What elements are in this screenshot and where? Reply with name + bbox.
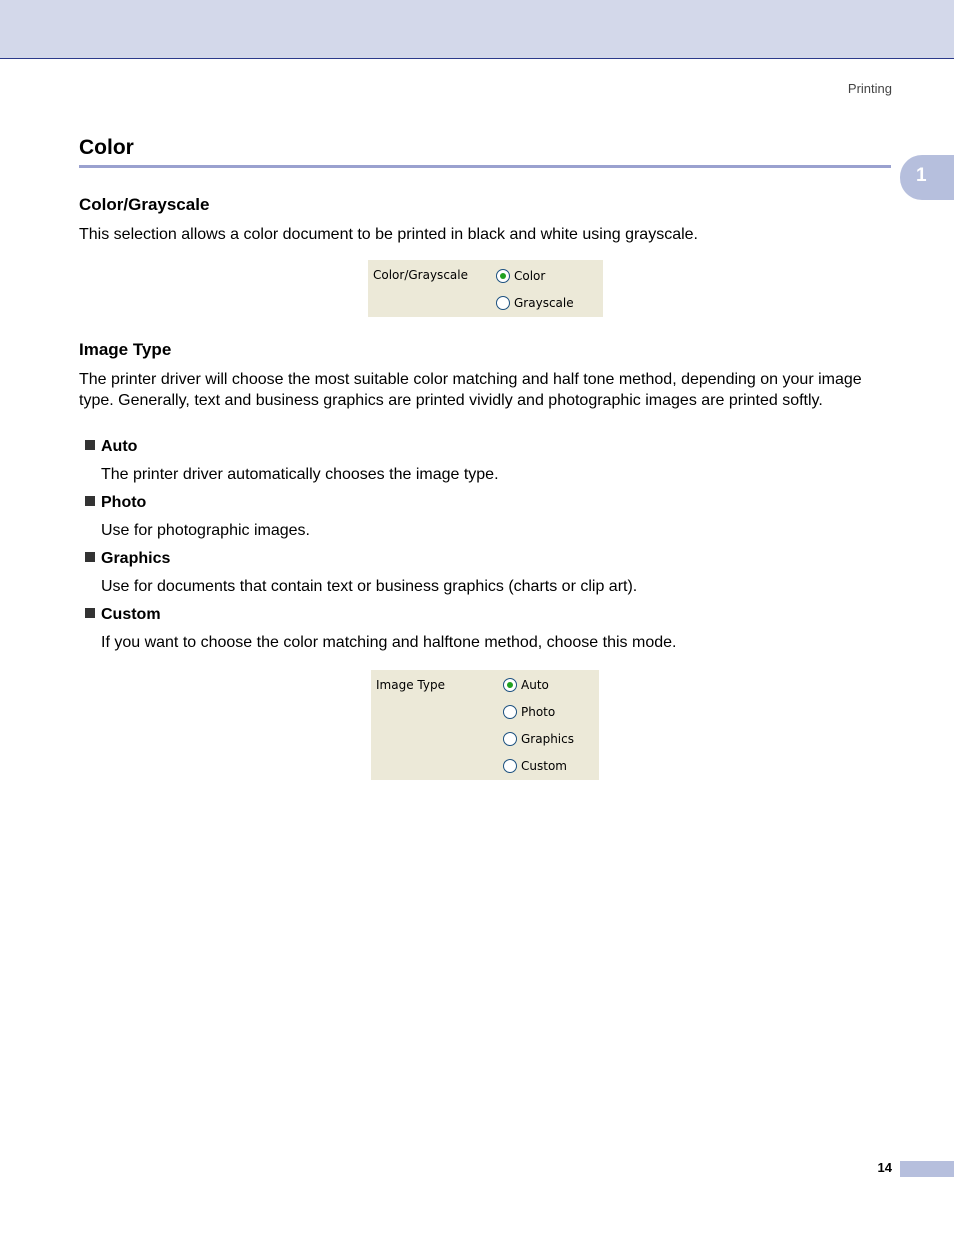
radio-label: Color bbox=[514, 269, 546, 283]
square-bullet-icon bbox=[85, 552, 95, 562]
color-grayscale-label: Color/Grayscale bbox=[373, 268, 468, 282]
bullet-photo: Photo bbox=[85, 494, 146, 512]
radio-graphics[interactable] bbox=[503, 730, 574, 748]
radio-photo[interactable] bbox=[503, 703, 555, 721]
page-number: 14 bbox=[877, 1160, 892, 1175]
bullet-graphics: Graphics bbox=[85, 550, 170, 568]
radio-label: Photo bbox=[521, 705, 556, 719]
header-band bbox=[0, 0, 954, 59]
color-grayscale-heading: Color/Grayscale bbox=[79, 195, 210, 214]
section-title: Color bbox=[79, 136, 134, 159]
color-grayscale-description: This selection allows a color document to be printed in black and white using grayscale. bbox=[79, 226, 698, 243]
image-type-label: Image Type bbox=[376, 678, 445, 692]
radio-label: Grayscale bbox=[514, 296, 574, 310]
image-type-description: The printer driver will choose the most suitable color matching and half tone method, depending on your image type. Generally, text and business graphics are printed vividly and photographic images are printed softly. bbox=[79, 371, 862, 409]
bullet-photo-desc: Use for photographic images. bbox=[101, 522, 310, 539]
radio-selected-icon bbox=[503, 678, 517, 692]
chapter-tab: 1 bbox=[900, 155, 954, 200]
radio-label: Auto bbox=[521, 678, 549, 692]
bullet-custom: Custom bbox=[85, 606, 161, 624]
radio-auto[interactable] bbox=[503, 676, 549, 694]
radio-selected-icon bbox=[496, 269, 510, 283]
bullet-auto-desc: The printer driver automatically chooses the image type. bbox=[101, 466, 499, 483]
radio-color[interactable] bbox=[496, 267, 545, 285]
running-header: Printing bbox=[847, 81, 892, 96]
bullet-auto: Auto bbox=[85, 438, 137, 456]
square-bullet-icon bbox=[85, 440, 95, 450]
section-divider bbox=[79, 165, 891, 168]
radio-label: Graphics bbox=[521, 732, 574, 746]
square-bullet-icon bbox=[85, 608, 95, 618]
color-grayscale-dialog bbox=[368, 260, 603, 317]
radio-label: Custom bbox=[521, 759, 567, 773]
radio-custom[interactable] bbox=[503, 757, 567, 775]
radio-unselected-icon bbox=[496, 296, 510, 310]
image-type-dialog bbox=[371, 670, 599, 780]
bullet-graphics-desc: Use for documents that contain text or business graphics (charts or clip art). bbox=[101, 578, 638, 595]
footer-bar bbox=[900, 1161, 954, 1177]
square-bullet-icon bbox=[85, 496, 95, 506]
radio-unselected-icon bbox=[503, 732, 517, 746]
bullet-custom-desc: If you want to choose the color matching and halftone method, choose this mode. bbox=[101, 634, 677, 651]
radio-grayscale[interactable] bbox=[496, 294, 574, 312]
image-type-heading: Image Type bbox=[79, 340, 172, 359]
radio-unselected-icon bbox=[503, 705, 517, 719]
radio-unselected-icon bbox=[503, 759, 517, 773]
